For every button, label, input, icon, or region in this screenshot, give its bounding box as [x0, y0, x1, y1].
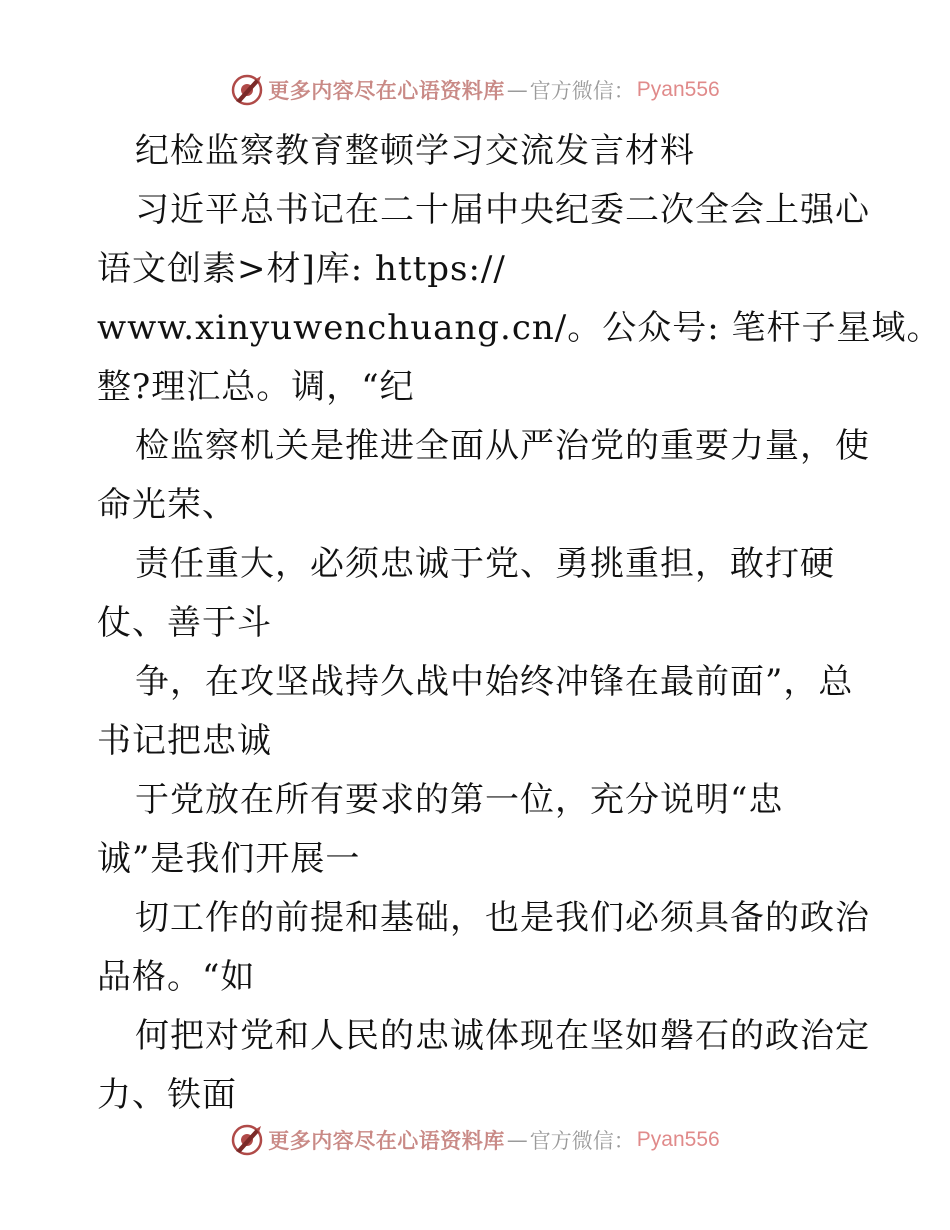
banner-wechat-id: Pyan556 — [636, 78, 720, 101]
text-line: 何把对党和人民的忠诚体现在坚如磐石的政治定 — [135, 1016, 870, 1056]
text-line: 品格。“如 — [97, 957, 256, 997]
text-line: 争，在攻坚战持久战中始终冲锋在最前面”，总 — [135, 662, 854, 702]
header-watermark-banner — [0, 70, 950, 110]
footer-watermark-banner — [0, 1120, 950, 1160]
banner-wechat-label: 官方微信： — [529, 1129, 635, 1153]
banner-main-text: 更多内容尽在心语资料库 — [268, 1128, 505, 1153]
banner-wechat-id: Pyan556 — [636, 1128, 720, 1151]
text-line: 力、铁面 — [97, 1075, 237, 1115]
text-line: 诚”是我们开展一 — [97, 839, 361, 879]
banner-dash: — — [506, 1128, 528, 1152]
text-line: 切工作的前提和基础，也是我们必须具备的政治 — [135, 898, 870, 938]
text-line: 整?理汇总。调，“纪 — [97, 367, 415, 407]
text-line: 命光荣、 — [97, 485, 237, 525]
text-line: 书记把忠诚 — [97, 721, 272, 761]
quill-logo-icon — [230, 73, 264, 107]
quill-logo-icon — [230, 1123, 264, 1157]
text-line: 习近平总书记在二十届中央纪委二次全会上强心 — [135, 190, 870, 230]
text-line: 仗、善于斗 — [97, 603, 272, 643]
text-line: 检监察机关是推进全面从严治党的重要力量，使 — [135, 426, 870, 466]
text-line: www.xinyuwenchuang.cn/。公众号: 笔杆子星域。 — [97, 308, 942, 348]
banner-wechat-label: 官方微信： — [529, 79, 635, 103]
banner-dash: — — [506, 78, 528, 102]
document-title: 纪检监察教育整顿学习交流发言材料 — [135, 131, 695, 171]
text-line: 责任重大，必须忠诚于党、勇挑重担，敢打硬 — [135, 544, 835, 584]
text-line: 语文创素>材]库: https:// — [97, 249, 506, 289]
banner-main-text: 更多内容尽在心语资料库 — [268, 78, 505, 103]
text-line: 于党放在所有要求的第一位，充分说明“忠 — [135, 780, 784, 820]
document-body — [97, 122, 942, 1125]
